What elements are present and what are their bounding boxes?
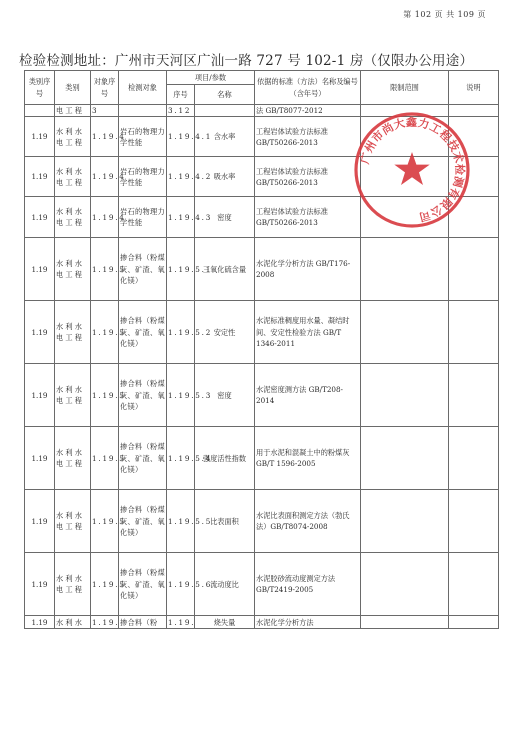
cell-cat-no: 1.19: [25, 197, 55, 238]
cell-name: 三氧化硫含量: [195, 238, 255, 301]
cell-category: 水利水: [55, 616, 91, 629]
cell-name: 流动度比: [195, 553, 255, 616]
cell-note: [449, 157, 499, 197]
cell-obj-no: 1.19.5: [91, 553, 119, 616]
cell-object: 掺合料（粉煤灰、矿渣、氧化镁）: [119, 553, 167, 616]
cell-object: 岩石的物理力学性能: [119, 197, 167, 238]
cell-standard: 水泥胶砂流动度测定方法 GB/T2419-2005: [255, 553, 361, 616]
cell-seq: 1.19.4.2: [167, 157, 195, 197]
cell-standard: 水泥标准稠度用水量、凝结时间、安定性检验方法 GB/T 1346-2011: [255, 301, 361, 364]
cell-cat-no: 1.19: [25, 364, 55, 427]
cell-obj-no: 1.19.: [91, 616, 119, 629]
cell-name: 吸水率: [195, 157, 255, 197]
cell-seq: 1.19.5.1: [167, 238, 195, 301]
cell-obj-no: 1.19.4: [91, 197, 119, 238]
header-name: 名称: [195, 85, 255, 105]
cell-note: [449, 301, 499, 364]
cell-name: 烧失量: [195, 616, 255, 629]
cell-category: 水利水电工程: [55, 157, 91, 197]
cell-name: 含水率: [195, 117, 255, 157]
cell-note: [449, 364, 499, 427]
cell-note: [449, 117, 499, 157]
header-obj-no: 对象序号: [91, 71, 119, 105]
table-row: [25, 105, 499, 117]
cell-standard: 水泥密度测方法 GB/T208-2014: [255, 364, 361, 427]
cell-standard: 工程岩体试验方法标准 GB/T50266-2013: [255, 117, 361, 157]
cell-standard: 工程岩体试验方法标准 GB/T50266-2013: [255, 157, 361, 197]
cell-cat-no: 1.19: [25, 490, 55, 553]
cell-obj-no: 1.19.5: [91, 427, 119, 490]
cell-category: 水利水电工程: [55, 427, 91, 490]
cell-seq: 1.19.5.3: [167, 364, 195, 427]
cell-object: 掺合料（粉煤灰、矿渣、氧化镁）: [119, 238, 167, 301]
cell-standard: 水泥化学分析方法 GB/T176-2008: [255, 238, 361, 301]
testing-address: 检验检测地址：广州市天河区广汕一路 727 号 102-1 房（仅限办公用途）: [19, 53, 474, 69]
cell-cat-no: 1.19: [25, 238, 55, 301]
cell-category: 水利水电工程: [55, 117, 91, 157]
cell-name: 强度活性指数: [195, 427, 255, 490]
cell-name: 密度: [195, 197, 255, 238]
cell-note: [449, 197, 499, 238]
cell-category: 水利水电工程: [55, 490, 91, 553]
cell-object: 掺合料（粉煤灰、矿渣、氧化镁）: [119, 364, 167, 427]
cell-limit: [361, 197, 449, 238]
header-category: 类别: [55, 71, 91, 105]
cell-seq: 1.19.4.1: [167, 117, 195, 157]
cell-obj-no: 1.19.4: [91, 117, 119, 157]
cell-seq: 3.12: [167, 105, 195, 117]
table-row: [25, 157, 499, 197]
header-standard: 依据的标准（方法）名称及编号（含年号）: [255, 71, 361, 105]
table-row: [25, 117, 499, 157]
cell-limit: [361, 105, 449, 117]
table-row: [25, 197, 499, 238]
cell-limit: [361, 553, 449, 616]
cell-obj-no: 1.19.5: [91, 238, 119, 301]
cell-limit: [361, 238, 449, 301]
cell-seq: 1.19.5.5: [167, 490, 195, 553]
cell-note: [449, 616, 499, 629]
cell-obj-no: 3: [91, 105, 119, 117]
cell-category: 水利水电工程: [55, 301, 91, 364]
cell-name: 安定性: [195, 301, 255, 364]
cell-standard: 水泥化学分析方法: [255, 616, 361, 629]
table-row: [25, 616, 499, 629]
cell-limit: [361, 427, 449, 490]
table-row: [25, 553, 499, 616]
cell-name: [195, 105, 255, 117]
cell-limit: [361, 364, 449, 427]
cell-cat-no: 1.19: [25, 616, 55, 629]
table-row: [25, 238, 499, 301]
cell-obj-no: 1.19.4: [91, 157, 119, 197]
header-seq: 序号: [167, 85, 195, 105]
header-object: 检测对象: [119, 71, 167, 105]
cell-object: [119, 105, 167, 117]
cell-object: 掺合料（粉煤灰、矿渣、氧化镁）: [119, 427, 167, 490]
cell-object: 掺合料（粉: [119, 616, 167, 629]
table-row: [25, 364, 499, 427]
cell-object: 岩石的物理力学性能: [119, 157, 167, 197]
seal-text-path: 广州市尚大鑫力工程技术检测有限公司: [358, 115, 467, 224]
cell-cat-no: 1.19: [25, 427, 55, 490]
cell-obj-no: 1.19.5: [91, 490, 119, 553]
cell-note: [449, 105, 499, 117]
cell-category: 水利水电工程: [55, 553, 91, 616]
header-item-param: 项目/参数: [167, 71, 255, 85]
cell-object: 掺合料（粉煤灰、矿渣、氧化镁）: [119, 301, 167, 364]
cell-limit: [361, 301, 449, 364]
cell-seq: 1.19.: [167, 616, 195, 629]
cell-note: [449, 553, 499, 616]
cell-seq: 1.19.5.2: [167, 301, 195, 364]
cell-standard: 工程岩体试验方法标准 GB/T50266-2013: [255, 197, 361, 238]
cell-object: 掺合料（粉煤灰、矿渣、氧化镁）: [119, 490, 167, 553]
cell-category: 电工程: [55, 105, 91, 117]
cell-obj-no: 1.19.5: [91, 364, 119, 427]
cell-note: [449, 427, 499, 490]
cell-limit: [361, 490, 449, 553]
table-row: [25, 490, 499, 553]
header-cat-no: 类别序号: [25, 71, 55, 105]
scope-table: [24, 70, 499, 629]
cell-cat-no: 1.19: [25, 117, 55, 157]
cell-cat-no: [25, 105, 55, 117]
cell-limit: [361, 157, 449, 197]
cell-name: 密度: [195, 364, 255, 427]
table-row: [25, 427, 499, 490]
cell-object: 岩石的物理力学性能: [119, 117, 167, 157]
cell-cat-no: 1.19: [25, 157, 55, 197]
cell-standard: 法 GB/T8077-2012: [255, 105, 361, 117]
page-number: 第 102 页 共 109 页: [403, 10, 486, 19]
cell-note: [449, 238, 499, 301]
cell-name: 比表面积: [195, 490, 255, 553]
table-row: [25, 301, 499, 364]
cell-cat-no: 1.19: [25, 301, 55, 364]
cell-note: [449, 490, 499, 553]
cell-seq: 1.19.5.6: [167, 553, 195, 616]
cell-limit: [361, 117, 449, 157]
cell-standard: 水泥比表面积测定方法（勃氏法）GB/T8074-2008: [255, 490, 361, 553]
cell-category: 水利水电工程: [55, 197, 91, 238]
cell-seq: 1.19.5.4: [167, 427, 195, 490]
cell-cat-no: 1.19: [25, 553, 55, 616]
cell-category: 水利水电工程: [55, 238, 91, 301]
header-note: 说明: [449, 71, 499, 105]
cell-standard: 用于水泥和混凝土中的粉煤灰 GB/T 1596-2005: [255, 427, 361, 490]
cell-limit: [361, 616, 449, 629]
cell-category: 水利水电工程: [55, 364, 91, 427]
cell-obj-no: 1.19.5: [91, 301, 119, 364]
cell-seq: 1.19.4.3: [167, 197, 195, 238]
header-limit: 限制范围: [361, 71, 449, 105]
